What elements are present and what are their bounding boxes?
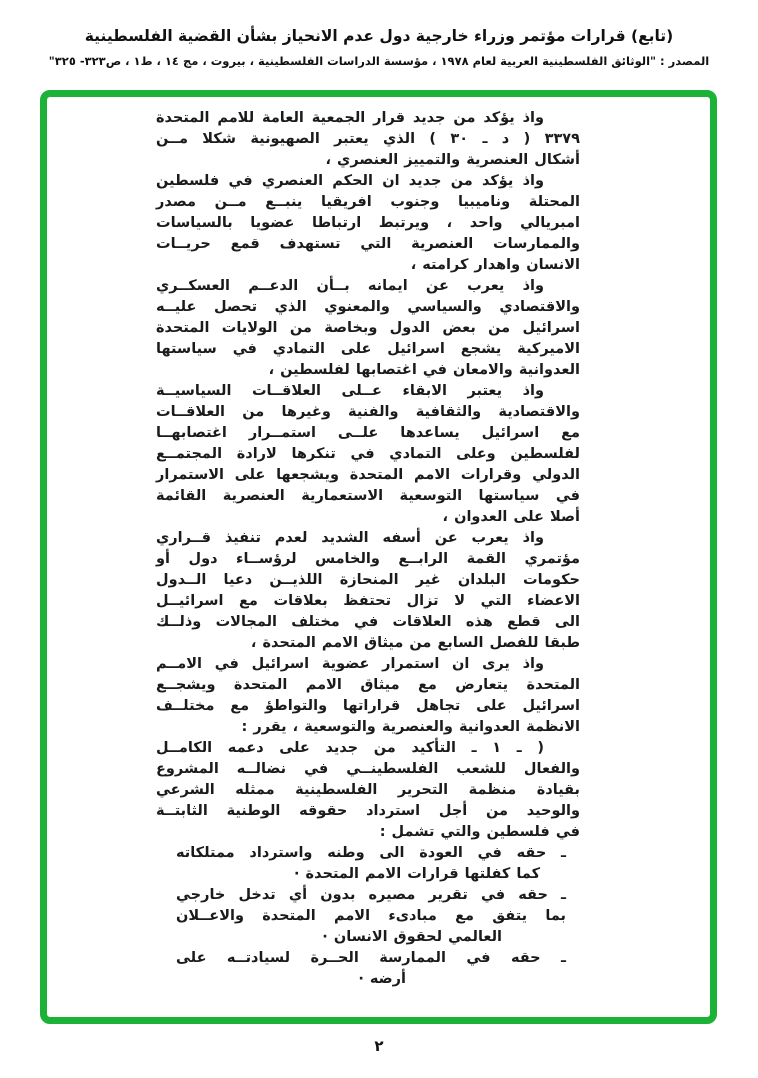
text-line: واذ يؤكد من جديد ان الحكم العنصري في فلسطين xyxy=(156,173,544,189)
text-line: واذ يعرب عن ايمانه بــأن الدعــم العسكــري xyxy=(156,278,544,294)
text-line: العدوانية والامعان في اغتصابها لفلسطين ، xyxy=(268,362,580,378)
text-line: حكومات البلدان غير المنحازة اللذيــن دعيا الــدول xyxy=(156,572,580,588)
text-line: اسرائيل من بعض الدول وبخاصة من الولايات المتحدة xyxy=(156,320,580,336)
text-line: والاقتصادية والثقافية والفنية وغيرها من العلاقــات xyxy=(156,404,580,420)
text-line: مؤتمري القمة الرابــع والخامس لرؤســاء دول أو xyxy=(156,551,580,567)
text-line: الانسان واهدار كرامته ، xyxy=(410,257,580,273)
text-line: طبقا للفصل السابع من ميثاق الامم المتحدة ، xyxy=(250,635,580,651)
text-line: ـ حقه في الممارسة الحــرة لسيادتــه على xyxy=(176,950,566,966)
text-line: الدولي وقرارات الامم المتحدة ويشجعها على الاستمرار xyxy=(156,467,580,483)
text-line: والاقتصادي والسياسي والمعنوي الذي تحصل عليــه xyxy=(156,299,580,315)
source-line: المصدر : "الوثائق الفلسطينية العربية لعام ١٩٧٨ ، مؤسسة الدراسات الفلسطينية ، بيروت ، مج ١٤ ، ط١ ، ص٣٢٣- ٣٢٥" xyxy=(48,54,710,68)
text-line: مع اسرائيل يساعدها علــى استمــرار اغتصابهــا xyxy=(156,425,580,441)
text-line: العالمي لحقوق الانسان · xyxy=(322,929,502,945)
text-line: أرضه · xyxy=(358,971,406,987)
page-number: ٢ xyxy=(374,1037,384,1055)
text-line: واذ يرى ان استمرار عضوية اسرائيل في الامــم xyxy=(156,656,544,672)
text-line: بقيادة منظمة التحرير الفلسطينية ممثله الشرعي xyxy=(156,782,580,798)
document-body xyxy=(156,108,580,990)
text-line: الانظمة العدوانية والعنصرية والتوسعية ، يقرر : xyxy=(241,719,580,735)
text-line: في فلسطين والتي تشمل : xyxy=(379,824,580,840)
text-line: امبريالي واحد ، ويرتبط ارتباطا عضويا بالسياسات xyxy=(156,215,580,231)
text-line: الاميركية يشجع اسرائيل على التمادي في سياستها xyxy=(156,341,580,357)
text-line: لفلسطين وعلى التمادي في تنكرها لارادة المجتمــع xyxy=(156,446,580,462)
text-line: والممارسات العنصرية التي تستهدف قمع حريــات xyxy=(156,236,580,252)
text-line: واذ يعتبر الابقاء عــلى العلاقــات السياسيــة xyxy=(156,383,544,399)
text-line: ( ـ ١ ـ التأكيد من جديد على دعمه الكامــل xyxy=(156,740,544,756)
text-line: واذ يعرب عن أسفه الشديد لعدم تنفيذ قــراري xyxy=(156,530,544,546)
text-line: واذ يؤكد من جديد قرار الجمعية العامة للامم المتحدة xyxy=(156,110,544,126)
text-line: ـ حقه في العودة الى وطنه واسترداد ممتلكاته xyxy=(176,845,566,861)
text-line: أشكال العنصرية والتمييز العنصري ، xyxy=(325,152,580,168)
text-line: والفعال للشعب الفلسطينــي في نضالــه المشروع xyxy=(156,761,580,777)
text-line: كما كفلتها قرارات الامم المتحدة · xyxy=(294,866,540,882)
document-header xyxy=(0,24,758,69)
text-line: المحتلة وناميبيا وجنوب افريقيا ينبــع مــن مصدر xyxy=(156,194,580,210)
document-footer xyxy=(0,1036,758,1055)
text-line: الاعضاء التي لا تزال تحتفظ بعلاقات مع اسرائيــل xyxy=(156,593,580,609)
text-line: بما يتفق مع مبادىء الامم المتحدة والاعــلان xyxy=(176,908,566,924)
text-line: والوحيد من أجل استرداد حقوقه الوطنية الثابتــة xyxy=(156,803,580,819)
page-title: (تابع) قرارات مؤتمر وزراء خارجية دول عدم الانحياز بشأن القضية الفلسطينية xyxy=(84,27,674,45)
text-line: الى قطع هذه العلاقات في مختلف المجالات وذلــك xyxy=(156,614,580,630)
text-line: اسرائيل على تجاهل قراراتها والتواطؤ مع مختلــف xyxy=(156,698,580,714)
text-line: في سياستها التوسعية الاستعمارية العنصرية القائمة xyxy=(156,488,580,504)
text-line: ٣٣٧٩ ( د ـ ٣٠ ) الذي يعتبر الصهيونية شكلا مــن xyxy=(156,131,580,147)
text-line: أصلا على العدوان ، xyxy=(442,509,580,525)
text-line: المتحدة يتعارض مع ميثاق الامم المتحدة ويشجــع xyxy=(156,677,580,693)
text-line: ـ حقه في تقرير مصيره بدون أي تدخل خارجي xyxy=(176,887,566,903)
